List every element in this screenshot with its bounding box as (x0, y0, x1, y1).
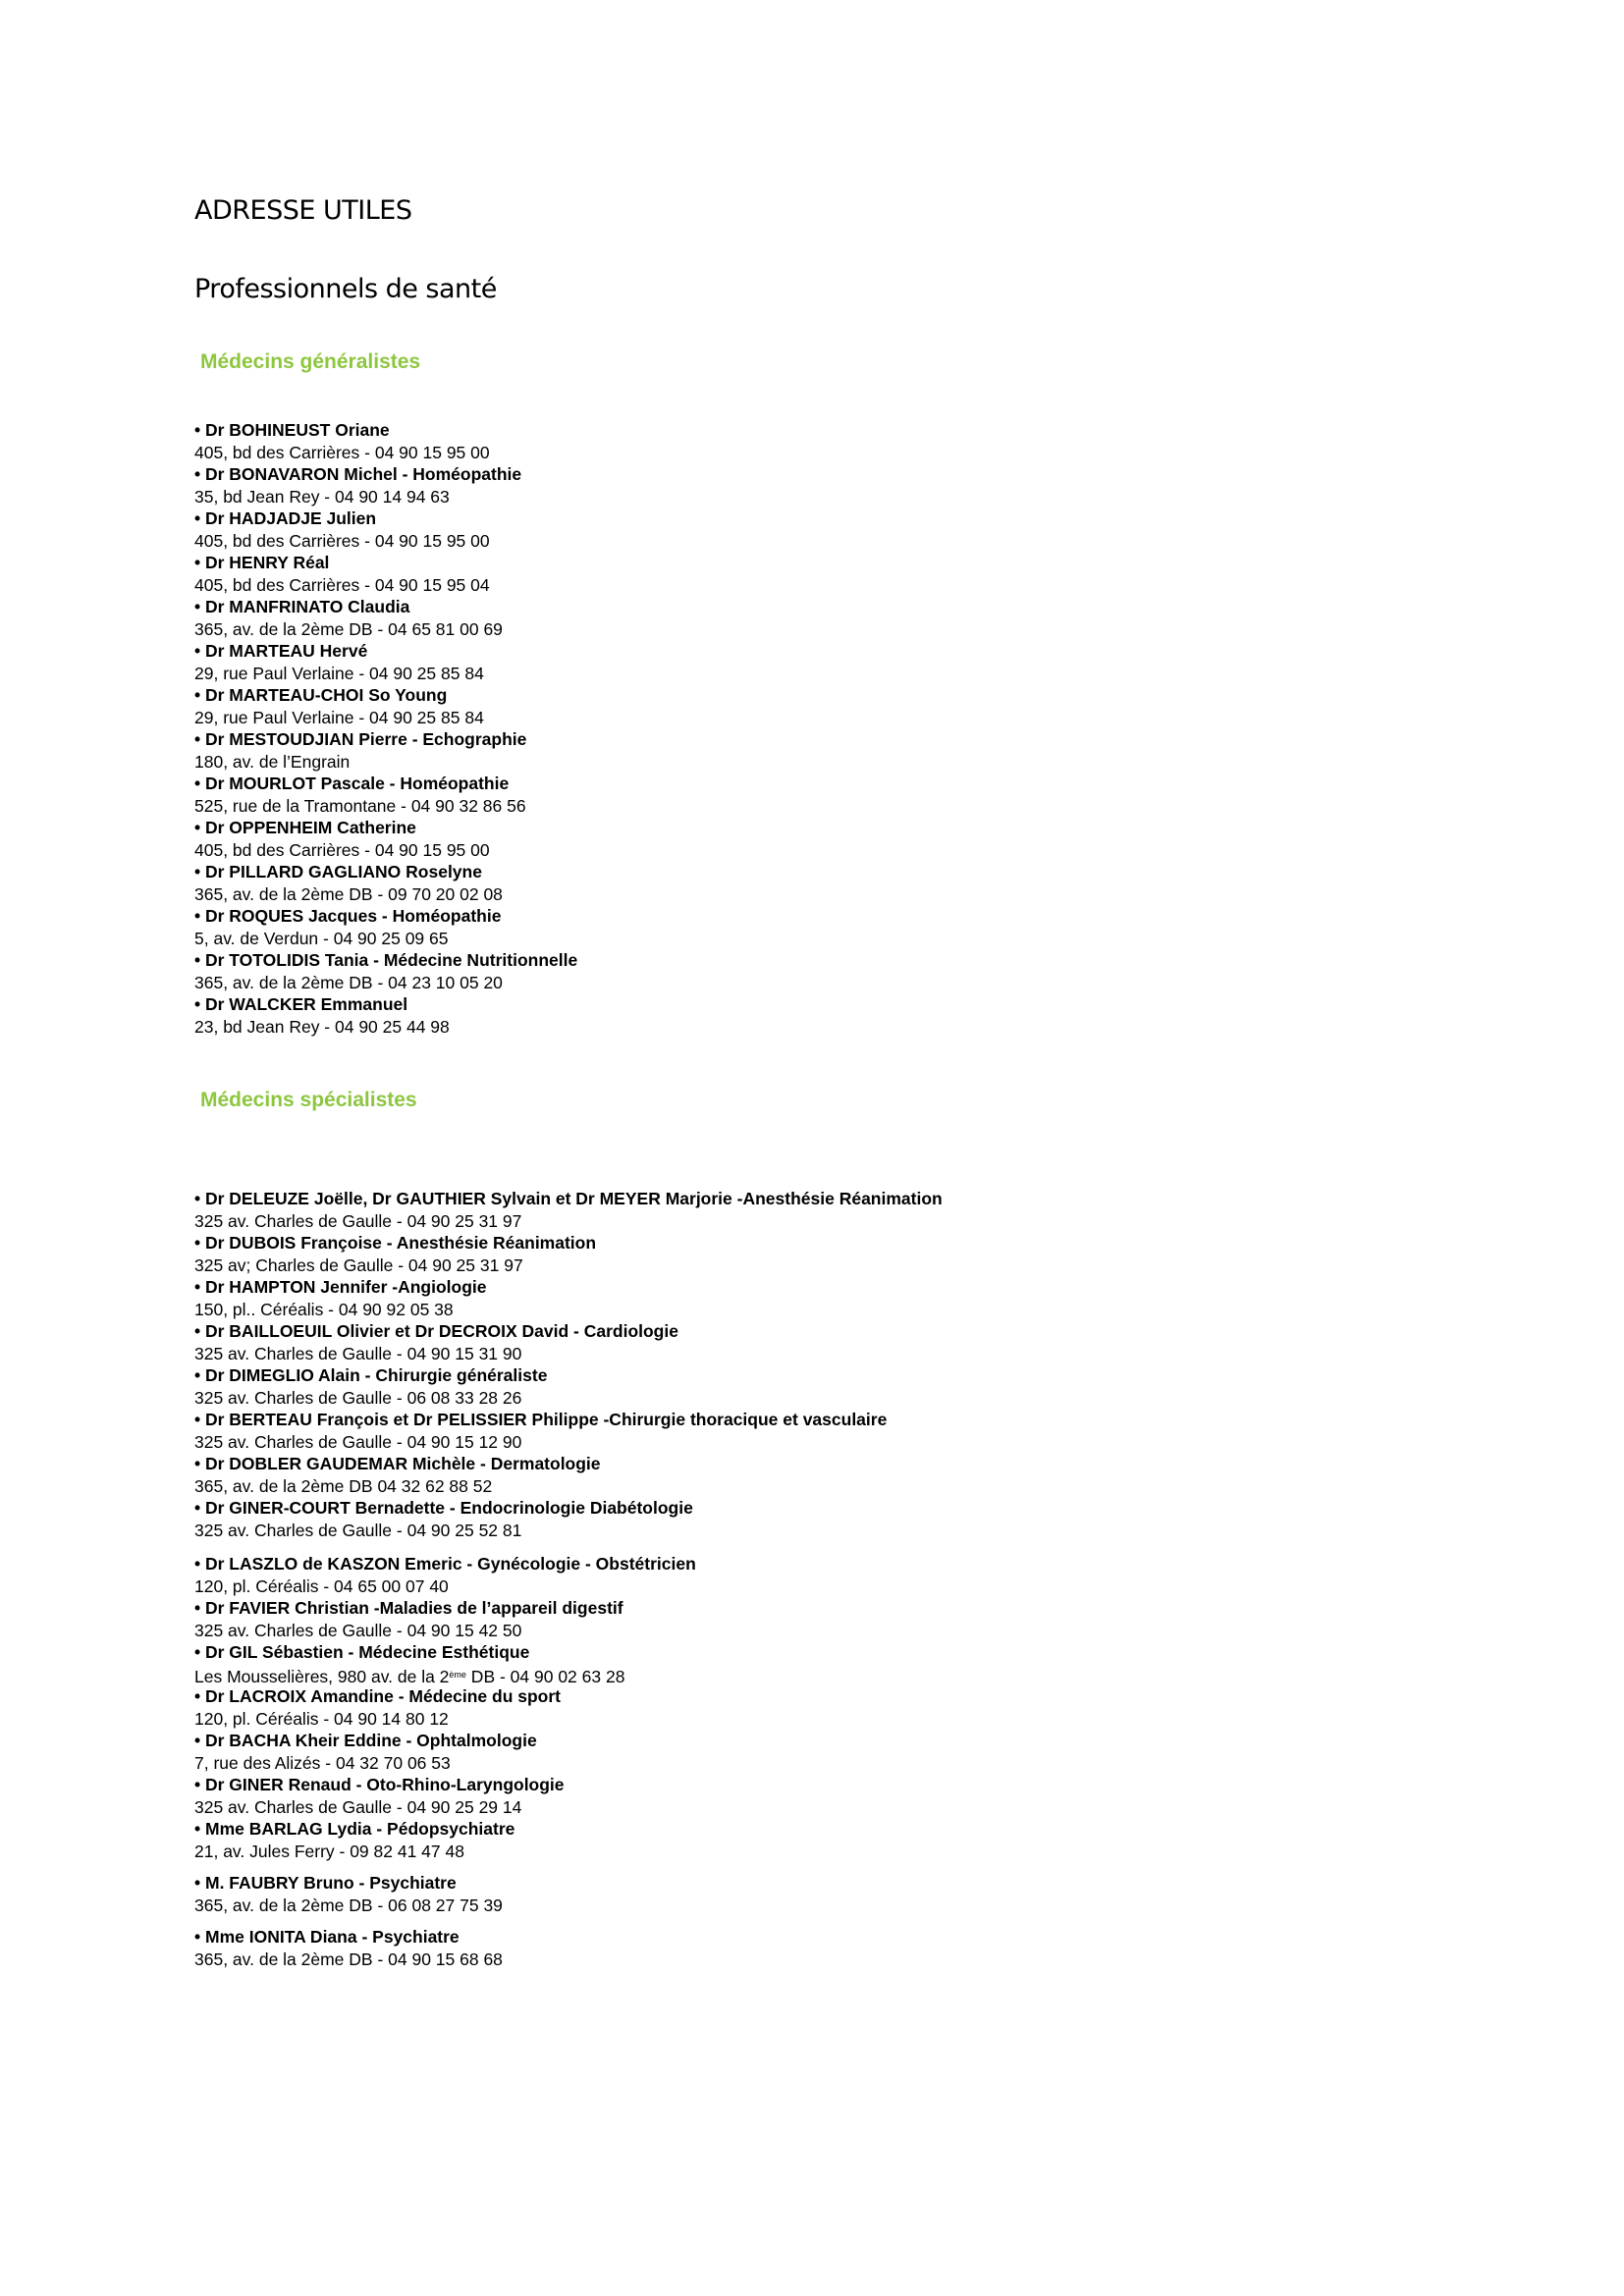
doctor-name: • Dr GINER-COURT Bernadette - Endocrinologie Diabétologie (194, 1498, 693, 1518)
doctor-address-phone: 325 av. Charles de Gaulle - 04 90 25 52 81 (194, 1520, 522, 1540)
doctor-entry (194, 861, 577, 905)
doctor-entry (194, 1232, 943, 1276)
doctor-name: • Dr MANFRINATO Claudia (194, 597, 410, 616)
doctor-address-phone: 29, rue Paul Verlaine - 04 90 25 85 84 (194, 663, 484, 683)
doctor-entry (194, 1730, 943, 1774)
doctor-name: • Dr DIMEGLIO Alain - Chirurgie généraliste (194, 1365, 548, 1385)
doctor-address-phone: 325 av. Charles de Gaulle - 06 08 33 28 26 (194, 1387, 522, 1408)
doctor-name: • Dr OPPENHEIM Catherine (194, 818, 416, 837)
doctor-address-phone: 365, av. de la 2ème DB - 09 70 20 02 08 (194, 883, 503, 904)
doctor-entry (194, 552, 577, 596)
doctor-name: • Dr ROQUES Jacques - Homéopathie (194, 906, 502, 926)
doctor-address-phone (194, 1664, 943, 1686)
doctor-entry (194, 1641, 943, 1685)
doctor-entry (194, 993, 577, 1038)
doctor-name: • Dr DOBLER GAUDEMAR Michèle - Dermatologie (194, 1454, 601, 1473)
doctor-address-phone: 365, av. de la 2ème DB - 04 65 81 00 69 (194, 618, 503, 639)
doctor-name: • Mme IONITA Diana - Psychiatre (194, 1927, 460, 1947)
doctor-name: • Mme BARLAG Lydia - Pédopsychiatre (194, 1819, 515, 1839)
doctor-address-phone: 325 av. Charles de Gaulle - 04 90 15 12 90 (194, 1431, 522, 1452)
doctor-address-phone: 325 av. Charles de Gaulle - 04 90 25 29 14 (194, 1796, 522, 1817)
doctor-name: • Dr MARTEAU Hervé (194, 641, 368, 661)
doctor-name: • Dr BAILLOEUIL Olivier et Dr DECROIX David - Cardiologie (194, 1321, 678, 1341)
doctor-name: • Dr BERTEAU François et Dr PELISSIER Philippe -Chirurgie thoracique et vasculaire (194, 1410, 888, 1429)
doctor-name: • Dr BONAVARON Michel - Homéopathie (194, 464, 522, 484)
doctor-name: • Dr GINER Renaud - Oto-Rhino-Laryngologie (194, 1775, 565, 1794)
address-part: DB - 04 90 02 63 28 (465, 1666, 625, 1686)
doctor-entry (194, 1597, 943, 1641)
specialistes-list (194, 1188, 943, 1970)
doctor-entry (194, 1364, 943, 1409)
doctor-entry (194, 640, 577, 684)
doctor-name: • Dr MARTEAU-CHOI So Young (194, 685, 448, 705)
doctor-entry (194, 463, 577, 507)
doctor-address-phone: 180, av. de l’Engrain (194, 751, 351, 772)
doctor-name: • Dr LACROIX Amandine - Médecine du sport (194, 1686, 562, 1706)
doctor-entry (194, 1276, 943, 1320)
section-heading-specialistes: Médecins spécialistes (200, 1089, 417, 1111)
doctor-address-phone: 365, av. de la 2ème DB 04 32 62 88 52 (194, 1475, 493, 1496)
doctor-name: • Dr WALCKER Emmanuel (194, 994, 408, 1014)
doctor-name: • Dr HENRY Réal (194, 553, 330, 572)
doctor-name: • Dr FAVIER Christian -Maladies de l’appareil digestif (194, 1598, 623, 1618)
doctor-entry (194, 1774, 943, 1818)
doctor-entry (194, 1497, 943, 1541)
doctor-entry (194, 1553, 943, 1597)
doctor-name: • Dr BACHA Kheir Eddine - Ophtalmologie (194, 1731, 537, 1750)
doctor-address-phone: 325 av. Charles de Gaulle - 04 90 15 42 50 (194, 1620, 522, 1640)
doctor-entry (194, 1409, 943, 1453)
doctor-address-phone: 365, av. de la 2ème DB - 04 90 15 68 68 (194, 1949, 503, 1969)
doctor-address-phone: 405, bd des Carrières - 04 90 15 95 04 (194, 574, 490, 595)
doctor-name: • Dr TOTOLIDIS Tania - Médecine Nutritionnelle (194, 950, 578, 970)
doctor-entry (194, 507, 577, 552)
doctor-entry (194, 817, 577, 861)
doctor-name: • Dr BOHINEUST Oriane (194, 420, 390, 440)
doctor-address-phone: 120, pl. Céréalis - 04 65 00 07 40 (194, 1575, 449, 1596)
doctor-entry (194, 419, 577, 463)
doctor-entry (194, 773, 577, 817)
doctor-entry (194, 1188, 943, 1232)
doctor-address-phone: 325 av. Charles de Gaulle - 04 90 25 31 97 (194, 1210, 522, 1231)
doctor-entry (194, 1320, 943, 1364)
doctor-address-phone: 325 av. Charles de Gaulle - 04 90 15 31 90 (194, 1343, 522, 1363)
doctor-entry (194, 684, 577, 728)
doctor-entry (194, 1453, 943, 1497)
doctor-address-phone: 150, pl.. Céréalis - 04 90 92 05 38 (194, 1299, 454, 1319)
doctor-name: • Dr MESTOUDJIAN Pierre - Echographie (194, 729, 527, 749)
ordinal-suffix: ème (449, 1669, 466, 1680)
doctor-address-phone: 29, rue Paul Verlaine - 04 90 25 85 84 (194, 707, 484, 727)
doctor-name: • Dr DUBOIS Françoise - Anesthésie Réanimation (194, 1233, 597, 1253)
doctor-name: • M. FAUBRY Bruno - Psychiatre (194, 1873, 457, 1893)
doctor-entry (194, 1818, 943, 1862)
doctor-address-phone: 365, av. de la 2ème DB - 04 23 10 05 20 (194, 972, 503, 992)
doctor-entry (194, 905, 577, 949)
doctor-address-phone: 325 av; Charles de Gaulle - 04 90 25 31 97 (194, 1255, 523, 1275)
doctor-name: • Dr HADJADJE Julien (194, 508, 377, 528)
doctor-entry (194, 596, 577, 640)
generalistes-list (194, 419, 577, 1038)
page-subtitle: Professionnels de santé (194, 274, 497, 304)
doctor-entry (194, 728, 577, 773)
address-part: Les Mousselières, 980 av. de la 2 (194, 1666, 450, 1686)
doctor-entry (194, 949, 577, 993)
doctor-address-phone: 405, bd des Carrières - 04 90 15 95 00 (194, 839, 490, 860)
doctor-address-phone: 7, rue des Alizés - 04 32 70 06 53 (194, 1752, 451, 1773)
doctor-address-phone: 23, bd Jean Rey - 04 90 25 44 98 (194, 1016, 450, 1037)
doctor-name: • Dr HAMPTON Jennifer -Angiologie (194, 1277, 487, 1297)
doctor-name: • Dr MOURLOT Pascale - Homéopathie (194, 774, 510, 793)
doctor-address-phone: 525, rue de la Tramontane - 04 90 32 86 56 (194, 795, 526, 816)
doctor-address-phone: 365, av. de la 2ème DB - 06 08 27 75 39 (194, 1895, 503, 1915)
section-heading-generalistes: Médecins généralistes (200, 350, 421, 373)
doctor-entry (194, 1685, 943, 1730)
doctor-address-phone: 120, pl. Céréalis - 04 90 14 80 12 (194, 1708, 449, 1729)
doctor-entry (194, 1926, 943, 1970)
doctor-address-phone: 5, av. de Verdun - 04 90 25 09 65 (194, 928, 449, 948)
doctor-name: • Dr PILLARD GAGLIANO Roselyne (194, 862, 482, 881)
doctor-name: • Dr DELEUZE Joëlle, Dr GAUTHIER Sylvain et Dr MEYER Marjorie -Anesthésie Réanimation (194, 1189, 943, 1208)
page-title: ADRESSE UTILES (194, 195, 412, 226)
doctor-name: • Dr LASZLO de KASZON Emeric - Gynécologie - Obstétricien (194, 1554, 696, 1574)
doctor-address-phone: 405, bd des Carrières - 04 90 15 95 00 (194, 442, 490, 462)
doctor-address-phone: 21, av. Jules Ferry - 09 82 41 47 48 (194, 1841, 464, 1861)
doctor-address-phone: 405, bd des Carrières - 04 90 15 95 00 (194, 530, 490, 551)
doctor-address-phone: 35, bd Jean Rey - 04 90 14 94 63 (194, 486, 450, 507)
doctor-name: • Dr GIL Sébastien - Médecine Esthétique (194, 1642, 530, 1662)
doctor-entry (194, 1872, 943, 1916)
